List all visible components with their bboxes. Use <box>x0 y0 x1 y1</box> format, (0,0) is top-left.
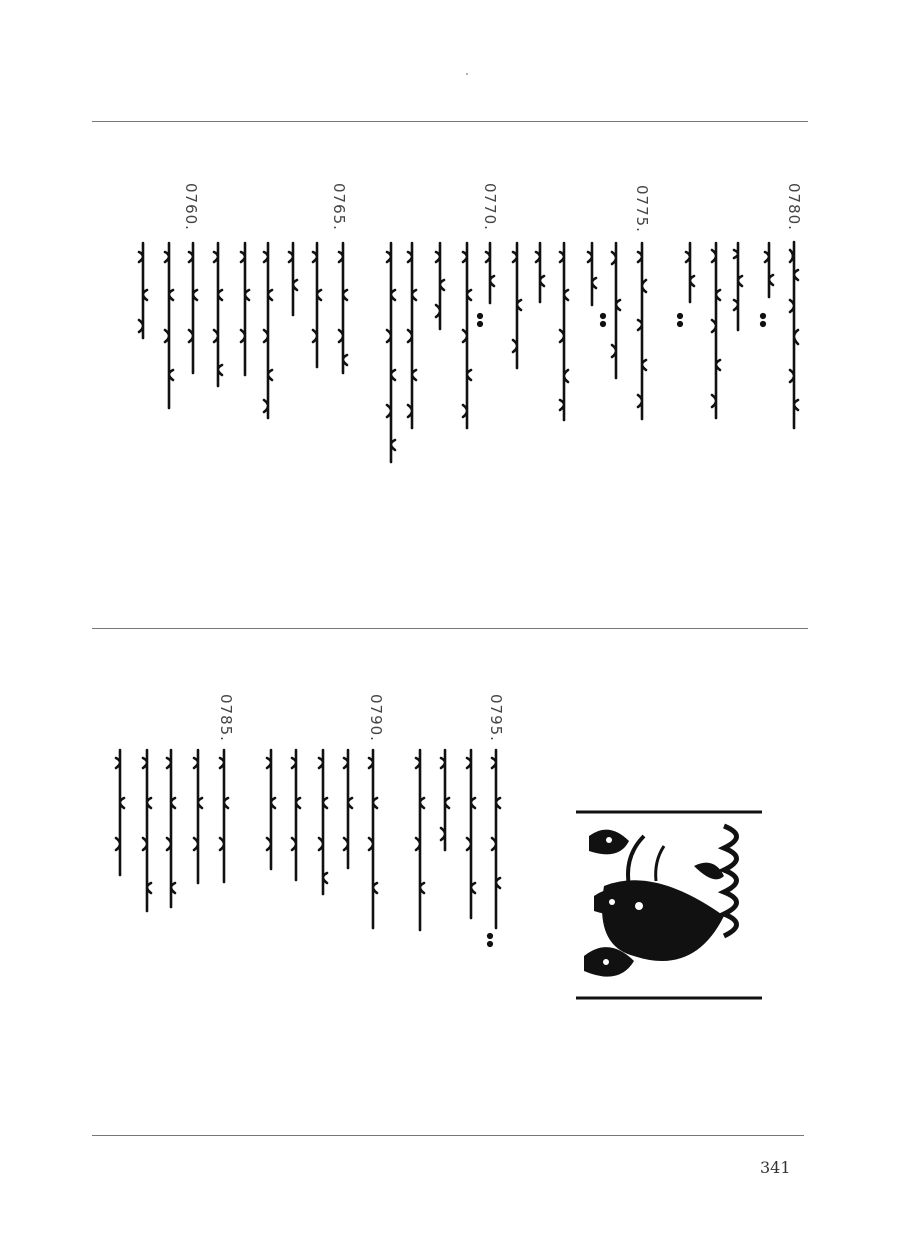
verse-number-0780: 0780. <box>785 183 803 231</box>
verse-number-0770: 0770. <box>481 183 499 231</box>
lower-script-lines <box>0 628 899 1135</box>
verse-number-0790: 0790. <box>367 694 385 742</box>
verse-number-0765: 0765. <box>330 183 348 231</box>
page-number: 341 <box>760 1158 791 1177</box>
verse-number-0775: 0775. <box>633 185 651 233</box>
verse-number-0785: 0785. <box>217 694 235 742</box>
verse-number-0760: 0760. <box>182 183 200 231</box>
fish-and-birds-illustration-icon <box>574 806 764 1002</box>
verse-number-0795: 0795. <box>487 694 505 742</box>
bottom-rule <box>92 1135 804 1136</box>
